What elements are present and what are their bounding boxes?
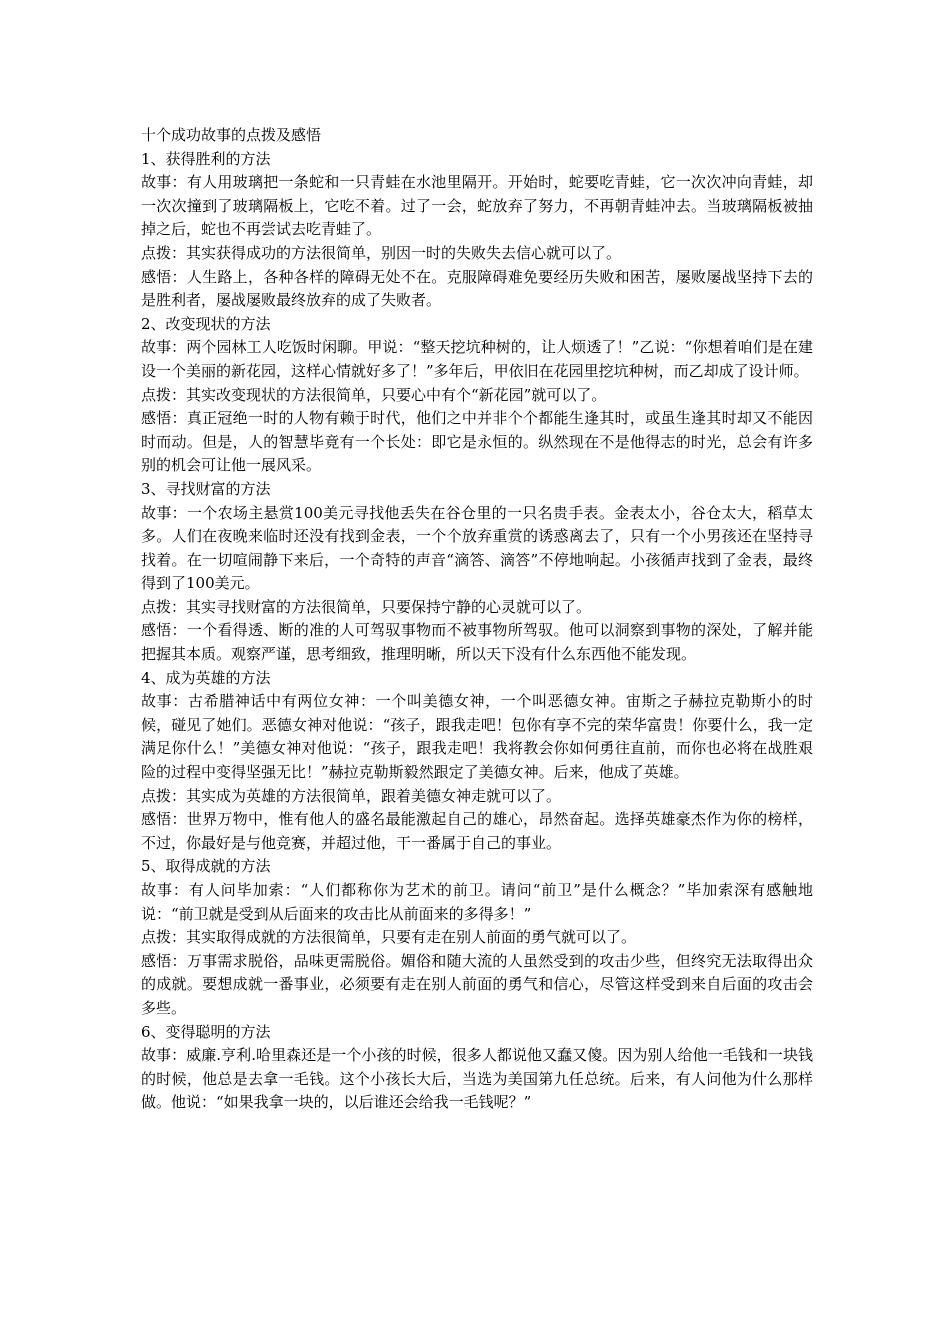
section-heading-3: 3、寻找财富的方法 [141,479,271,498]
section-heading-1: 1、获得胜利的方法 [141,149,271,168]
story-paragraph-6: 故事：威廉.亨利.哈里森还是一个小孩的时候，很多人都说他又蠢又傻。因为别人给他一毛钱和一块钱的时候，他总是去拿一毛钱。这个小孩长大后，当选为美国第九任总统。后来，有人问他为什么那样做。他说：“如果我拿一块的，以后谁还会给我一毛钱呢？” [141,1046,813,1112]
section-heading-6: 6、变得聪明的方法 [141,1022,271,1041]
section-heading-2: 2、改变现状的方法 [141,314,271,333]
story-paragraph-5: 故事：有人问毕加索：“人们都称你为艺术的前卫。请问“前卫”是什么概念？”毕加索深有感触地说：“前卫就是受到从后面来的攻击比从前面来的多得多！” [141,881,813,923]
hint-paragraph-1: 点拨：其实获得成功的方法很简单，别因一时的失败失去信心就可以了。 [141,243,622,262]
section-heading-5: 5、取得成就的方法 [141,857,271,876]
hint-paragraph-2: 点拨：其实改变现状的方法很简单，只要心中有个“新花园”就可以了。 [141,385,607,404]
insight-paragraph-5: 感悟：万事需求脱俗，品味更需脱俗。媚俗和随大流的人虽然受到的攻击少些，但终究无法取得出众的成就。要想成就一番事业，必须要有走在别人前面的勇气和信心，尽管这样受到来自后面的攻击会多些。 [141,951,813,1017]
insight-paragraph-4: 感悟：世界万物中，惟有他人的盛名最能激起自己的雄心，昂然奋起。选择英雄豪杰作为你的榜样，不过，你最好是与他竞赛，并超过他，干一番属于自己的事业。 [141,810,813,852]
hint-paragraph-4: 点拨：其实成为英雄的方法很简单，跟着美德女神走就可以了。 [141,786,562,805]
hint-paragraph-3: 点拨：其实寻找财富的方法很简单，只要保持宁静的心灵就可以了。 [141,597,592,616]
story-paragraph-3: 故事：一个农场主悬赏100美元寻找他丢失在谷仓里的一只名贵手表。金表太小，谷仓太大，稻草太多。人们在夜晚来临时还没有找到金表，一个个放弃重赏的诱惑离去了，只有一个小男孩还在坚持寻找着。在一切喧闹静下来后，一个奇特的声音“滴答、滴答”不停地响起。小孩循声找到了金表，最终得到了100美元。 [141,503,813,593]
story-paragraph-1: 故事：有人用玻璃把一条蛇和一只青蛙在水池里隔开。开始时，蛇要吃青蛙，它一次次冲向青蛙，却一次次撞到了玻璃隔板上，它吃不着。过了一会，蛇放弃了努力，不再朝青蛙冲去。当玻璃隔板被抽掉之后，蛇也不再尝试去吃青蛙了。 [141,173,813,239]
insight-paragraph-2: 感悟：真正冠绝一时的人物有赖于时代，他们之中并非个个都能生逢其时，或虽生逢其时却又不能因时而动。但是，人的智慧毕竟有一个长处：即它是永恒的。纵然现在不是他得志的时光，总会有许多别的机会可让他一展风采。 [141,409,813,475]
document-title: 十个成功故事的点拨及感悟 [141,126,322,144]
story-paragraph-2: 故事：两个园林工人吃饭时闲聊。甲说：“整天挖坑种树的，让人烦透了！”乙说：“你想着咱们是在建设一个美丽的新花园，这样心情就好多了！”多年后，甲依旧在花园里挖坑种树，而乙却成了设计师。 [141,338,813,380]
story-paragraph-4: 故事：古希腊神话中有两位女神：一个叫美德女神，一个叫恶德女神。宙斯之子赫拉克勒斯小的时候，碰见了她们。恶德女神对他说：“孩子，跟我走吧！包你有享不完的荣华富贵！你要什么，我一定满足你什么！”美德女神对他说：“孩子，跟我走吧！我将教会你如何勇往直前，而你也必将在战胜艰险的过程中变得坚强无比！”赫拉克勒斯毅然跟定了美德女神。后来，他成了英雄。 [141,692,813,782]
hint-paragraph-5: 点拨：其实取得成就的方法很简单，只要有走在别人前面的勇气就可以了。 [141,928,637,947]
insight-paragraph-1: 感悟：人生路上，各种各样的障碍无处不在。克服障碍难免要经历失败和困苦，屡败屡战坚持下去的是胜利者，屡战屡败最终放弃的成了失败者。 [141,267,813,310]
section-heading-4: 4、成为英雄的方法 [141,668,271,687]
insight-paragraph-3: 感悟：一个看得透、断的准的人可驾驭事物而不被事物所驾驭。他可以洞察到事物的深处，了解并能把握其本质。观察严谨，思考细致，推理明晰，所以天下没有什么东西他不能发现。 [141,621,813,664]
document-body [141,124,813,1115]
